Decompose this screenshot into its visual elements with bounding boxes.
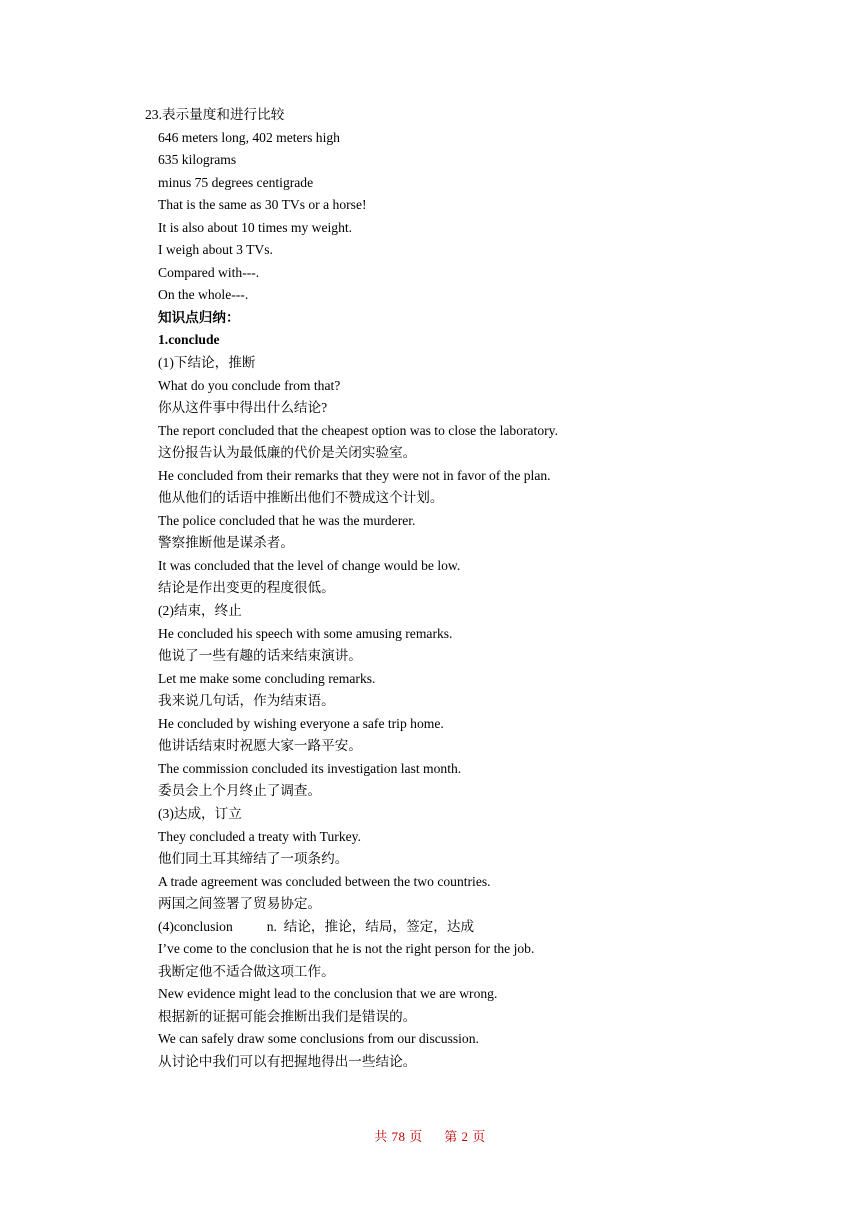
sense-heading: (2)结束，终止 bbox=[158, 603, 242, 619]
example-en: We can safely draw some conclusions from our discussion. bbox=[158, 1031, 479, 1047]
example-zh: 这份报告认为最低廉的代价是关闭实验室。 bbox=[158, 445, 417, 461]
sense-heading: (3)达成，订立 bbox=[158, 805, 242, 821]
example-zh: 两国之间签署了贸易协定。 bbox=[158, 896, 322, 912]
summary-heading: 知识点归纳： bbox=[158, 309, 240, 325]
example-zh: 从讨论中我们可以有把握地得出一些结论。 bbox=[158, 1053, 417, 1069]
total-pages-label: 共 78 页 bbox=[374, 1129, 423, 1144]
page-footer bbox=[0, 1126, 860, 1145]
example-zh: 你从这件事中得出什么结论? bbox=[158, 400, 328, 416]
example-en: What do you conclude from that? bbox=[158, 377, 341, 393]
vocab-heading: 1.conclude bbox=[158, 332, 220, 348]
example-en: I’ve come to the conclusion that he is not the right person for the job. bbox=[158, 941, 535, 957]
text-line: It is also about 10 times my weight. bbox=[158, 219, 353, 235]
document-body bbox=[145, 104, 825, 1074]
text-line: Compared with---. bbox=[158, 264, 260, 280]
text-line: That is the same as 30 TVs or a horse! bbox=[158, 197, 367, 213]
sense-heading: (1)下结论，推断 bbox=[158, 355, 256, 371]
text-line: 646 meters long, 402 meters high bbox=[158, 129, 340, 145]
example-en: New evidence might lead to the conclusion that we are wrong. bbox=[158, 986, 498, 1002]
section-heading: 23.表示量度和进行比较 bbox=[145, 107, 285, 122]
example-en: The police concluded that he was the murderer. bbox=[158, 512, 416, 528]
example-en: He concluded by wishing everyone a safe trip home. bbox=[158, 715, 444, 731]
example-zh: 他说了一些有趣的话来结束演讲。 bbox=[158, 648, 362, 664]
sense-heading: (4)conclusion n. 结论，推论，结局，签定，达成 bbox=[158, 918, 475, 934]
example-zh: 结论是作出变更的程度很低。 bbox=[158, 580, 335, 596]
example-en: Let me make some concluding remarks. bbox=[158, 670, 376, 686]
example-zh: 我来说几句话，作为结束语。 bbox=[158, 693, 335, 709]
example-en: He concluded his speech with some amusing remarks. bbox=[158, 625, 453, 641]
example-zh: 我断定他不适合做这项工作。 bbox=[158, 963, 335, 979]
example-zh: 委员会上个月终止了调查。 bbox=[158, 783, 322, 799]
example-en: They concluded a treaty with Turkey. bbox=[158, 828, 361, 844]
text-line: I weigh about 3 TVs. bbox=[158, 242, 273, 258]
example-en: The report concluded that the cheapest option was to close the laboratory. bbox=[158, 422, 558, 438]
example-en: It was concluded that the level of change would be low. bbox=[158, 557, 461, 573]
example-zh: 他们同土耳其缔结了一项条约。 bbox=[158, 851, 349, 867]
text-line: 635 kilograms bbox=[158, 152, 237, 168]
example-zh: 他讲话结束时祝愿大家一路平安。 bbox=[158, 738, 362, 754]
example-en: He concluded from their remarks that they were not in favor of the plan. bbox=[158, 467, 551, 483]
text-line: On the whole---. bbox=[158, 287, 249, 303]
example-zh: 根据新的证据可能会推断出我们是错误的。 bbox=[158, 1008, 417, 1024]
example-en: The commission concluded its investigation last month. bbox=[158, 760, 462, 776]
example-en: A trade agreement was concluded between the two countries. bbox=[158, 873, 491, 889]
example-zh: 他从他们的话语中推断出他们不赞成这个计划。 bbox=[158, 490, 444, 506]
example-zh: 警察推断他是谋杀者。 bbox=[158, 535, 294, 551]
current-page-label: 第 2 页 bbox=[444, 1129, 486, 1144]
text-line: minus 75 degrees centigrade bbox=[158, 174, 314, 190]
